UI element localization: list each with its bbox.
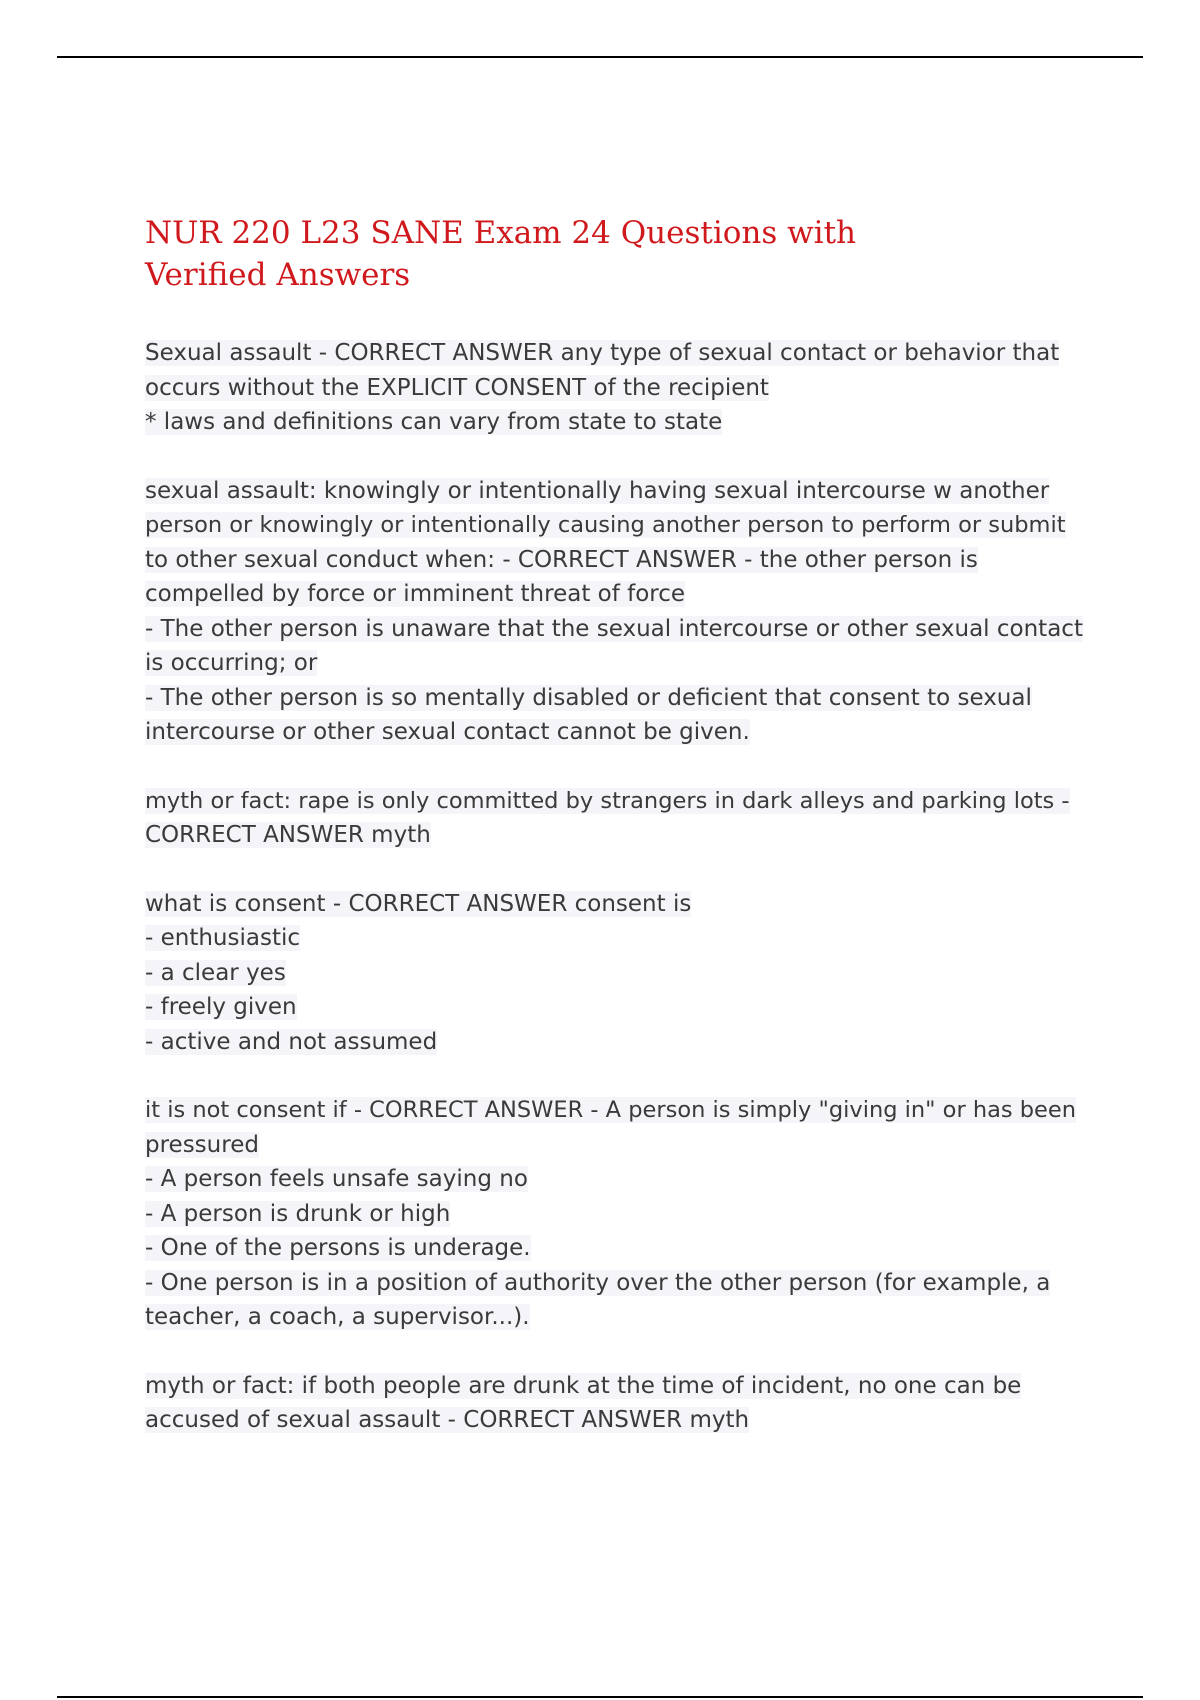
- qa-line: - A person is drunk or high: [145, 1200, 451, 1227]
- qa-block: [145, 1369, 1085, 1438]
- document-title: NUR 220 L23 SANE Exam 24 Questions with Verified Answers: [145, 215, 857, 293]
- qa-block: [145, 474, 1085, 750]
- qa-line: person or knowingly or intentionally causing another person to perform or submit: [145, 512, 1066, 538]
- qa-line: is occurring; or: [145, 650, 318, 676]
- qa-line: what is consent - CORRECT ANSWER consent is: [145, 890, 692, 917]
- qa-line: - enthusiastic: [145, 925, 301, 951]
- qa-line: it is not consent if - CORRECT ANSWER - A person is simply "giving in" or has been: [145, 1097, 1076, 1123]
- qa-line: - One of the persons is underage.: [145, 1235, 531, 1261]
- qa-line: intercourse or other sexual contact cannot be given.: [145, 719, 750, 745]
- qa-line: pressured: [145, 1131, 259, 1158]
- qa-block: [145, 887, 1085, 1060]
- qa-line: - freely given: [145, 994, 297, 1020]
- qa-line: myth or fact: rape is only committed by strangers in dark alleys and parking lots -: [145, 787, 1070, 814]
- qa-line: - The other person is unaware that the sexual intercourse or other sexual contact: [145, 615, 1083, 642]
- qa-line: - A person feels unsafe saying no: [145, 1166, 528, 1192]
- qa-line: CORRECT ANSWER myth: [145, 822, 431, 848]
- qa-line: myth or fact: if both people are drunk at the time of incident, no one can be: [145, 1372, 1022, 1399]
- qa-line: occurs without the EXPLICIT CONSENT of the recipient: [145, 374, 769, 401]
- qa-line: to other sexual conduct when: - CORRECT ANSWER - the other person is: [145, 546, 978, 573]
- qa-line: - The other person is so mentally disabled or deficient that consent to sexual: [145, 684, 1032, 711]
- bottom-rule: [57, 1696, 1143, 1698]
- qa-line: accused of sexual assault - CORRECT ANSWER myth: [145, 1407, 750, 1433]
- qa-line: - One person is in a position of authority over the other person (for example, a: [145, 1269, 1051, 1296]
- qa-line: * laws and definitions can vary from state to state: [145, 409, 723, 435]
- qa-block: [145, 336, 1085, 440]
- qa-line: sexual assault: knowingly or intentionally having sexual intercourse w another: [145, 477, 1050, 504]
- qa-line: Sexual assault - CORRECT ANSWER any type of sexual contact or behavior that: [145, 340, 1060, 366]
- qa-block: [145, 1093, 1085, 1335]
- qa-line: teacher, a coach, a supervisor...).: [145, 1304, 530, 1330]
- top-rule: [57, 56, 1143, 58]
- qa-block: [145, 784, 1085, 853]
- qa-line: - active and not assumed: [145, 1028, 438, 1055]
- qa-line: compelled by force or imminent threat of force: [145, 581, 686, 607]
- document-body: [145, 212, 1085, 1472]
- qa-line: - a clear yes: [145, 959, 286, 986]
